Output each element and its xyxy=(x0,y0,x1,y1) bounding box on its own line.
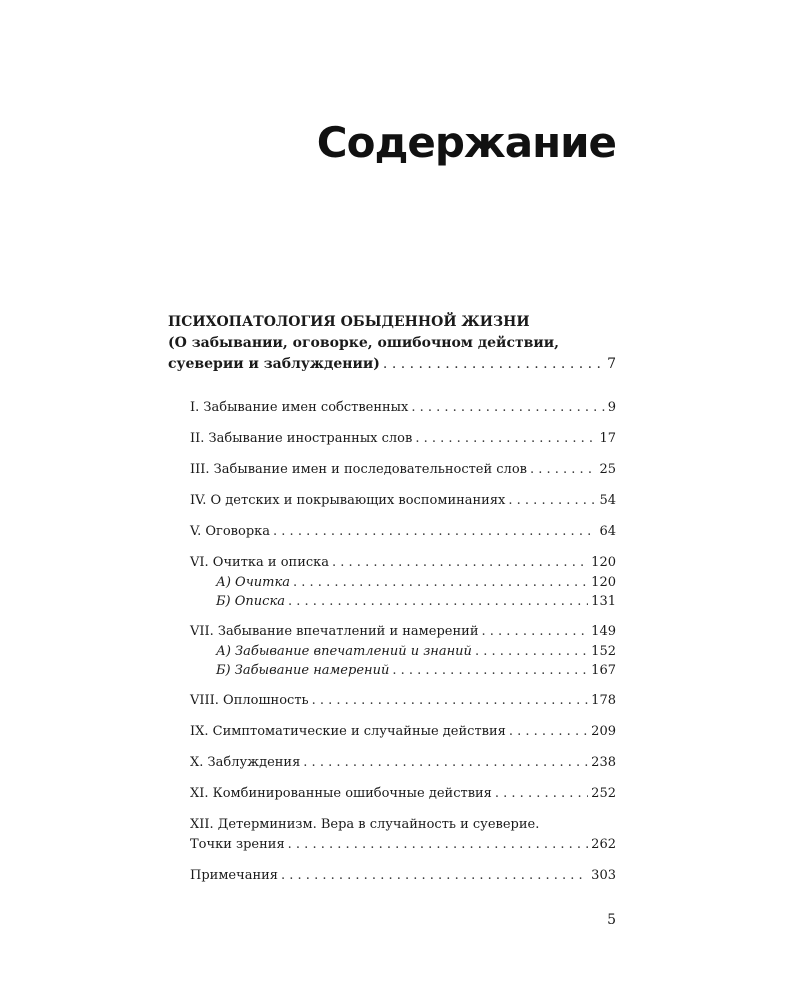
toc-entry-ch6b[interactable] xyxy=(190,592,616,611)
toc-title: X. Заблуждения xyxy=(190,755,301,770)
toc-title: III. Забывание имен и последовательностей слов xyxy=(190,462,527,477)
toc-entry-notes[interactable] xyxy=(190,866,616,886)
dot-leader xyxy=(482,622,589,642)
toc-entry-ch6[interactable] xyxy=(190,553,616,573)
page-ref: 209 xyxy=(591,724,616,739)
page-ref: 238 xyxy=(591,755,616,770)
dot-leader xyxy=(303,753,588,773)
toc-entry-ch3[interactable] xyxy=(190,460,616,480)
part-heading xyxy=(168,312,616,375)
part-entry[interactable] xyxy=(168,354,616,375)
toc-title: Б) Описка xyxy=(216,594,285,609)
table-of-contents xyxy=(190,398,616,886)
toc-entry-ch9[interactable] xyxy=(190,722,616,742)
toc-title: VI. Очитка и описка xyxy=(190,555,330,570)
dot-leader xyxy=(288,592,588,611)
dot-leader xyxy=(508,491,596,511)
toc-title: Б) Забывание намерений xyxy=(216,663,390,678)
dot-leader xyxy=(415,429,596,449)
toc-title-line1[interactable]: XII. Детерминизм. Вера в случайность и суеверие. xyxy=(190,817,540,832)
dot-leader xyxy=(530,460,596,480)
toc-entry-ch12[interactable] xyxy=(190,835,616,855)
toc-title: II. Забывание иностранных слов xyxy=(190,431,413,446)
dot-leader xyxy=(312,691,589,711)
page-ref: 178 xyxy=(591,693,616,708)
toc-title: IV. О детских и покрывающих воспоминаниях xyxy=(190,493,506,508)
toc-title: Примечания xyxy=(190,868,279,883)
dot-leader xyxy=(332,553,588,573)
page-ref: 131 xyxy=(591,594,616,609)
page-ref: 9 xyxy=(607,400,616,415)
toc-title: VIII. Оплошность xyxy=(190,693,309,708)
page-ref: 303 xyxy=(591,868,616,883)
dot-leader xyxy=(281,866,588,886)
toc-title: XI. Комбинированные ошибочные действия xyxy=(190,786,492,801)
toc-entry-ch10[interactable] xyxy=(190,753,616,773)
toc-entry-ch8[interactable] xyxy=(190,691,616,711)
page-ref: 252 xyxy=(591,786,616,801)
dot-leader xyxy=(475,642,588,661)
dot-leader xyxy=(293,573,588,592)
toc-title: I. Забывание имен собственных xyxy=(190,400,409,415)
toc-title: А) Забывание впечатлений и знаний xyxy=(216,644,472,659)
toc-entry-ch7a[interactable] xyxy=(190,642,616,661)
toc-entry-ch2[interactable] xyxy=(190,429,616,449)
dot-leader xyxy=(392,661,588,680)
page-ref: 64 xyxy=(599,524,616,539)
page-ref: 54 xyxy=(599,493,616,508)
toc-entry-ch6a[interactable] xyxy=(190,573,616,592)
toc-entry-ch11[interactable] xyxy=(190,784,616,804)
part-subtitle-line2: суеверии и заблуждении) xyxy=(168,356,380,372)
page-number: 5 xyxy=(607,912,616,928)
toc-title: IX. Симптоматические и случайные действия xyxy=(190,724,506,739)
page-ref: 262 xyxy=(591,837,616,852)
dot-leader xyxy=(495,784,588,804)
toc-entry-ch4[interactable] xyxy=(190,491,616,511)
toc-title: VII. Забывание впечатлений и намерений xyxy=(190,624,479,639)
part-title: ПСИХОПАТОЛОГИЯ ОБЫДЕННОЙ ЖИЗНИ xyxy=(168,314,530,330)
dot-leader xyxy=(273,522,596,542)
toc-entry-ch5[interactable] xyxy=(190,522,616,542)
page-ref: 25 xyxy=(599,462,616,477)
toc-title: V. Оговорка xyxy=(190,524,271,539)
page-ref: 120 xyxy=(591,555,616,570)
toc-entry-ch7[interactable] xyxy=(190,622,616,642)
page-title: Содержание xyxy=(316,118,616,167)
toc-entry-ch1[interactable] xyxy=(190,398,616,418)
toc-title: Точки зрения xyxy=(190,837,285,852)
toc-title: А) Очитка xyxy=(216,575,291,590)
page-ref: 149 xyxy=(591,624,616,639)
dot-leader xyxy=(509,722,588,742)
toc-entry-ch7b[interactable] xyxy=(190,661,616,680)
dot-leader xyxy=(383,354,604,375)
dot-leader xyxy=(288,835,589,855)
part-subtitle-line1: (О забывании, оговорке, ошибочном действии, xyxy=(168,335,560,351)
page-ref: 167 xyxy=(591,663,616,678)
page-ref: 7 xyxy=(607,356,616,372)
page-ref: 152 xyxy=(591,644,616,659)
page-ref: 17 xyxy=(599,431,616,446)
page-ref: 120 xyxy=(591,575,616,590)
dot-leader xyxy=(411,398,604,418)
